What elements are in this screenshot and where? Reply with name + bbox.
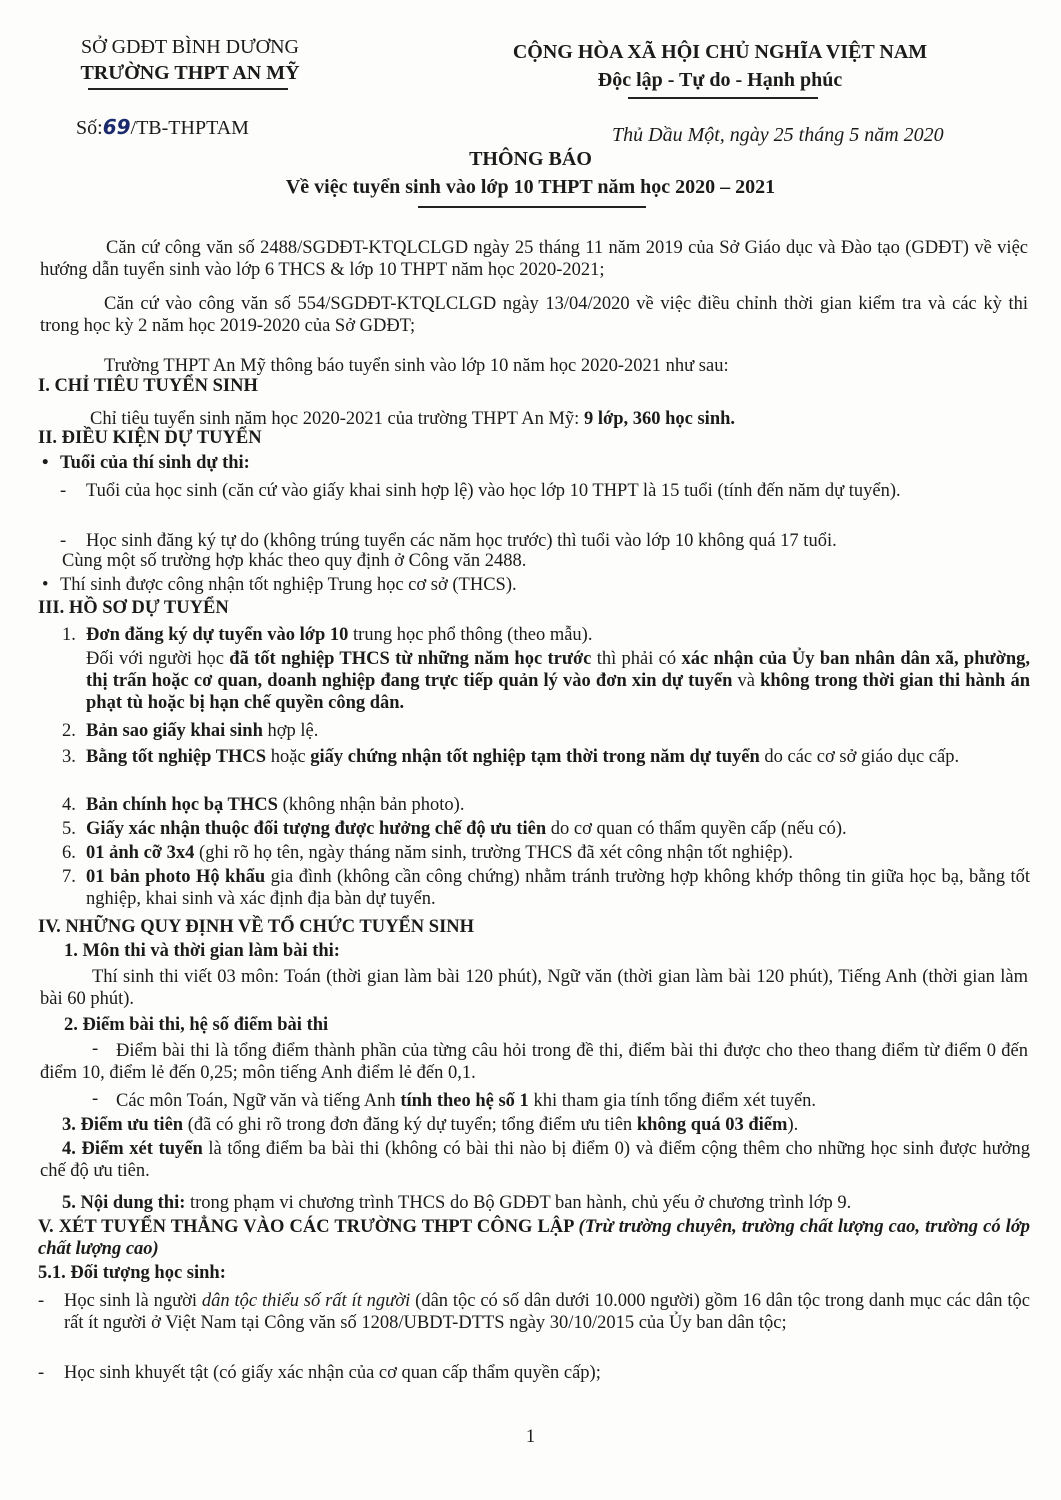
eligible-group-1: - Học sinh là người dân tộc thiểu số rất ít người (dân tộc có số dân dưới 10.000 người) gồm 16 dân tộc trong danh mục các dân tộc rất ít người ở Việt Nam tại Công văn số 1208/UBDT-DTTS ngày 30/10/2015 của Ủy ban dân tộc; — [64, 1290, 1030, 1334]
subsection-4-2-heading: 2. Điểm bài thi, hệ số điểm bài thi — [64, 1015, 329, 1035]
place-date: Thủ Dầu Một, ngày 25 tháng 5 năm 2020 — [612, 124, 944, 146]
score-rule-2: Các môn Toán, Ngữ văn và tiếng Anh tính theo hệ số 1 khi tham gia tính tổng điểm xét tuyển. — [116, 1091, 817, 1111]
age-rule-2-extra: Cùng một số trường hợp khác theo quy định ở Công văn 2488. — [62, 551, 527, 571]
age-rule-2: - Học sinh đăng ký tự do (không trúng tuyển các năm học trước) thì tuổi vào lớp 10 không quá 17 tuổi. — [86, 530, 1030, 552]
intro-paragraph-2: Căn cứ vào công văn số 554/SGDĐT-KTQLCLGD ngày 13/04/2020 về việc điều chỉnh thời gian kiểm tra và các kỳ thi trong học kỳ 2 năm học 2019-2020 của Sở GDĐT; — [40, 294, 1028, 336]
dossier-item-1-detail: Đối với người học đã tốt nghiệp THCS từ những năm học trước thì phải có xác nhận của Ủy ban nhân dân xã, phường, thị trấn hoặc cơ quan, doanh nghiệp đang trực tiếp quản lý vào đơn xin dự tuyển và không trong thời gian thi hành án phạt tù hoặc bị hạn chế quyền công dân. — [86, 649, 1031, 713]
motto-underline — [628, 97, 818, 99]
intro-paragraph-3: Trường THPT An Mỹ thông báo tuyển sinh vào lớp 10 năm học 2020-2021 như sau: — [104, 356, 729, 376]
department-name: SỞ GDĐT BÌNH DƯƠNG — [81, 36, 299, 58]
page-number: 1 — [525, 1427, 536, 1447]
subsection-5-1-heading: 5.1. Đối tượng học sinh: — [38, 1263, 226, 1283]
dossier-item-3: 3. Bằng tốt nghiệp THCS hoặc giấy chứng nhận tốt nghiệp tạm thời trong năm dự tuyển do các cơ sở giáo dục cấp. — [62, 747, 960, 767]
dossier-item-6: 6. 01 ảnh cỡ 3x4 (ghi rõ họ tên, ngày tháng năm sinh, trường THCS đã xét công nhận tốt nghiệp). — [62, 843, 793, 863]
score-rule-2-dash: - — [92, 1089, 99, 1109]
school-underline — [88, 88, 288, 90]
country-name: CỘNG HÒA XÃ HỘI CHỦ NGHĨA VIỆT NAM — [512, 41, 928, 63]
section-3-heading: III. HỒ SƠ DỰ TUYỂN — [38, 598, 229, 618]
age-rule-1: - Tuổi của học sinh (căn cứ vào giấy khai sinh hợp lệ) vào học lớp 10 THPT là 15 tuổi (tính đến năm dự tuyển). — [86, 480, 1030, 502]
document-subtitle: Về việc tuyển sinh vào lớp 10 THPT năm học 2020 – 2021 — [285, 176, 776, 198]
issuer-block — [40, 34, 340, 86]
section-1-heading: I. CHỈ TIÊU TUYỂN SINH — [38, 376, 258, 396]
document-title: THÔNG BÁO — [469, 148, 592, 170]
subsection-4-1-text: Thí sinh thi viết 03 môn: Toán (thời gian làm bài 120 phút), Ngữ văn (thời gian làm bài 120 phút), Tiếng Anh (thời gian làm bài 60 phút). — [40, 967, 1028, 1009]
eligible-group-2: - Học sinh khuyết tật (có giấy xác nhận của cơ quan cấp thẩm quyền cấp); — [64, 1362, 1030, 1384]
dossier-item-7: 7. 01 bản photo Hộ khẩu gia đình (không cần công chứng) nhằm tránh trường hợp không khớp thông tin giữa học bạ, bằng tốt nghiệp, khai sinh và xác định địa bàn dự tuyển. — [62, 867, 1030, 909]
dossier-item-2: 2. Bản sao giấy khai sinh hợp lệ. — [62, 721, 319, 741]
subsection-4-3: 3. Điểm ưu tiên (đã có ghi rõ trong đơn đăng ký dự tuyển; tổng điểm ưu tiên không quá 03 điểm). — [62, 1115, 799, 1135]
section-2-heading: II. ĐIỀU KIỆN DỰ TUYỂN — [38, 428, 262, 448]
title-underline — [418, 206, 646, 208]
handwritten-number: 69 — [102, 115, 131, 139]
motto: Độc lập - Tự do - Hạnh phúc — [597, 69, 843, 91]
subsection-4-1-heading: 1. Môn thi và thời gian làm bài thi: — [64, 941, 340, 961]
age-bullet: • Tuổi của thí sinh dự thi: — [60, 452, 250, 474]
subsection-4-5: 5. Nội dung thi: trong phạm vi chương trình THCS do Bộ GDĐT ban hành, chủ yếu ở chương trình lớp 9. — [62, 1193, 852, 1213]
graduation-bullet: • Thí sinh được công nhận tốt nghiệp Trung học cơ sở (THCS). — [60, 574, 517, 596]
subsection-4-4: 4. Điểm xét tuyển là tổng điểm ba bài thi (không có bài thi nào bị điểm 0) và điểm cộng thêm cho những học sinh được hưởng chế độ ưu tiên. — [40, 1139, 1030, 1181]
national-header — [420, 38, 1020, 94]
score-rule-1: Điểm bài thi là tổng điểm thành phần của từng câu hỏi trong đề thi, điểm bài thi được cho theo thang điểm từ điểm 0 đến điểm 10, điểm lẻ đến 0,25; môn tiếng Anh điểm lẻ đến 0,1. — [40, 1041, 1028, 1083]
score-rule-1-dash: - — [92, 1039, 99, 1059]
dossier-item-4: 4. Bản chính học bạ THCS (không nhận bản photo). — [62, 795, 465, 815]
dossier-item-1: 1. Đơn đăng ký dự tuyển vào lớp 10 trung học phổ thông (theo mẫu). — [62, 625, 593, 645]
school-name: TRƯỜNG THPT AN MỸ — [80, 62, 300, 84]
dossier-item-5: 5. Giấy xác nhận thuộc đối tượng được hưởng chế độ ưu tiên do cơ quan có thẩm quyền cấp (nếu có). — [62, 819, 847, 839]
section-1-text: Chỉ tiêu tuyển sinh năm học 2020-2021 của trường THPT An Mỹ: 9 lớp, 360 học sinh. — [90, 409, 736, 429]
intro-paragraph-1: Căn cứ công văn số 2488/SGDĐT-KTQLCLGD ngày 25 tháng 11 năm 2019 của Sở Giáo dục và Đào tạo (GDĐT) về việc hướng dẫn tuyển sinh vào lớp 6 THCS & lớp 10 THPT năm học 2020-2021; — [40, 238, 1028, 280]
section-4-heading: IV. NHỮNG QUY ĐỊNH VỀ TỔ CHỨC TUYỂN SINH — [38, 917, 475, 937]
document-number: Số:69/TB-THPTAM — [76, 115, 249, 139]
section-5-heading: V. XÉT TUYỂN THẲNG VÀO CÁC TRƯỜNG THPT CÔNG LẬP (Trừ trường chuyên, trường chất lượng cao, trường có lớp chất lượng cao) — [38, 1217, 1030, 1259]
